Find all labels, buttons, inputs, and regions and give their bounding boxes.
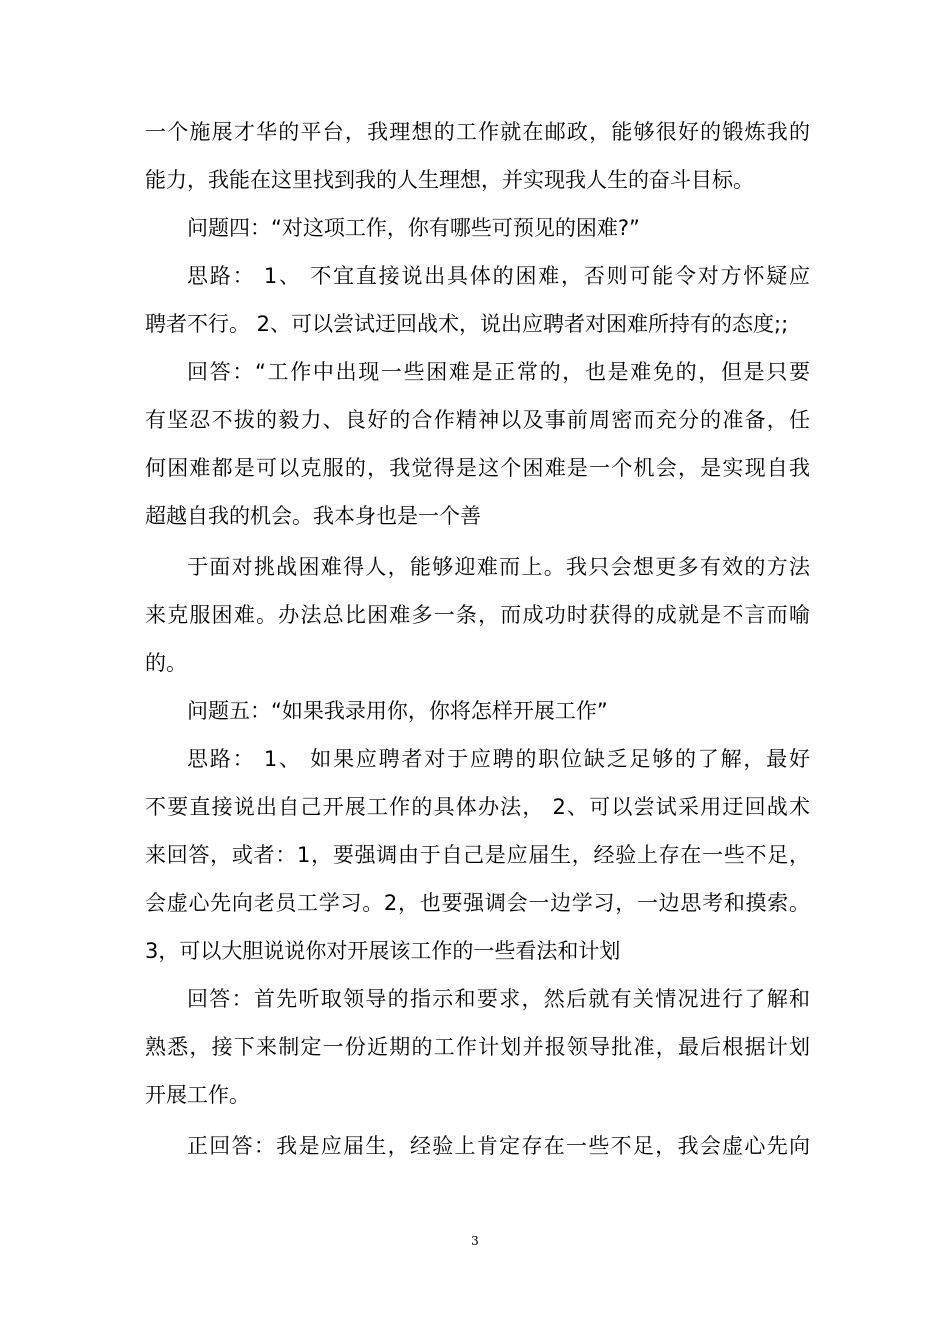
text-line: 来回答，或者：1，要强调由于自己是应届生，经验上存在一些不足， bbox=[145, 843, 810, 867]
text-line: 有坚忍不拔的毅力、良好的合作精神以及事前周密而充分的准备，任 bbox=[145, 408, 810, 432]
text-line: 能力，我能在这里找到我的人生理想，并实现我人生的奋斗目标。 bbox=[145, 168, 754, 192]
text-line: 熟悉，接下来制定一份近期的工作计划并报领导批准，最后根据计划 bbox=[145, 1035, 810, 1059]
text-line: 不要直接说出自己开展工作的具体办法， 2、可以尝试采用迂回战术 bbox=[145, 795, 810, 819]
text-line: 思路： 1、 不宜直接说出具体的困难，否则可能令对方怀疑应 bbox=[187, 264, 810, 288]
text-line: 的。 bbox=[145, 651, 187, 675]
document-body bbox=[145, 108, 810, 1170]
text-line: 来克服困难。办法总比困难多一条，而成功时获得的成就是不言而喻 bbox=[145, 603, 810, 627]
text-line: 思路： 1、 如果应聘者对于应聘的职位缺乏足够的了解，最好 bbox=[187, 747, 810, 771]
question-heading: 问题四：“对这项工作，你有哪些可预见的困难?” bbox=[187, 216, 640, 240]
text-line: 开展工作。 bbox=[145, 1083, 250, 1107]
text-line: 于面对挑战困难得人，能够迎难而上。我只会想更多有效的方法 bbox=[187, 555, 810, 579]
text-line: 会虚心先向老员工学习。2，也要强调会一边学习，一边思考和摸索。 bbox=[145, 891, 810, 915]
page-number: 3 bbox=[471, 1234, 479, 1248]
text-line: 何困难都是可以克服的，我觉得是这个困难是一个机会，是实现自我 bbox=[145, 456, 810, 480]
text-line: 回答：“工作中出现一些困难是正常的，也是难免的，但是只要 bbox=[187, 360, 810, 384]
text-line: 回答：首先听取领导的指示和要求，然后就有关情况进行了解和 bbox=[187, 987, 810, 1011]
question-heading: 问题五：“如果我录用你，你将怎样开展工作” bbox=[187, 699, 608, 723]
text-line: 一个施展才华的平台，我理想的工作就在邮政，能够很好的锻炼我的 bbox=[145, 120, 810, 144]
text-line: 超越自我的机会。我本身也是一个善 bbox=[145, 504, 481, 528]
text-line: 聘者不行。 2、可以尝试迂回战术，说出应聘者对困难所持有的态度;; bbox=[145, 312, 789, 336]
text-line: 正回答：我是应届生，经验上肯定存在一些不足，我会虚心先向 bbox=[187, 1134, 810, 1158]
text-line: 3，可以大胆说说你对开展该工作的一些看法和计划 bbox=[145, 939, 621, 963]
